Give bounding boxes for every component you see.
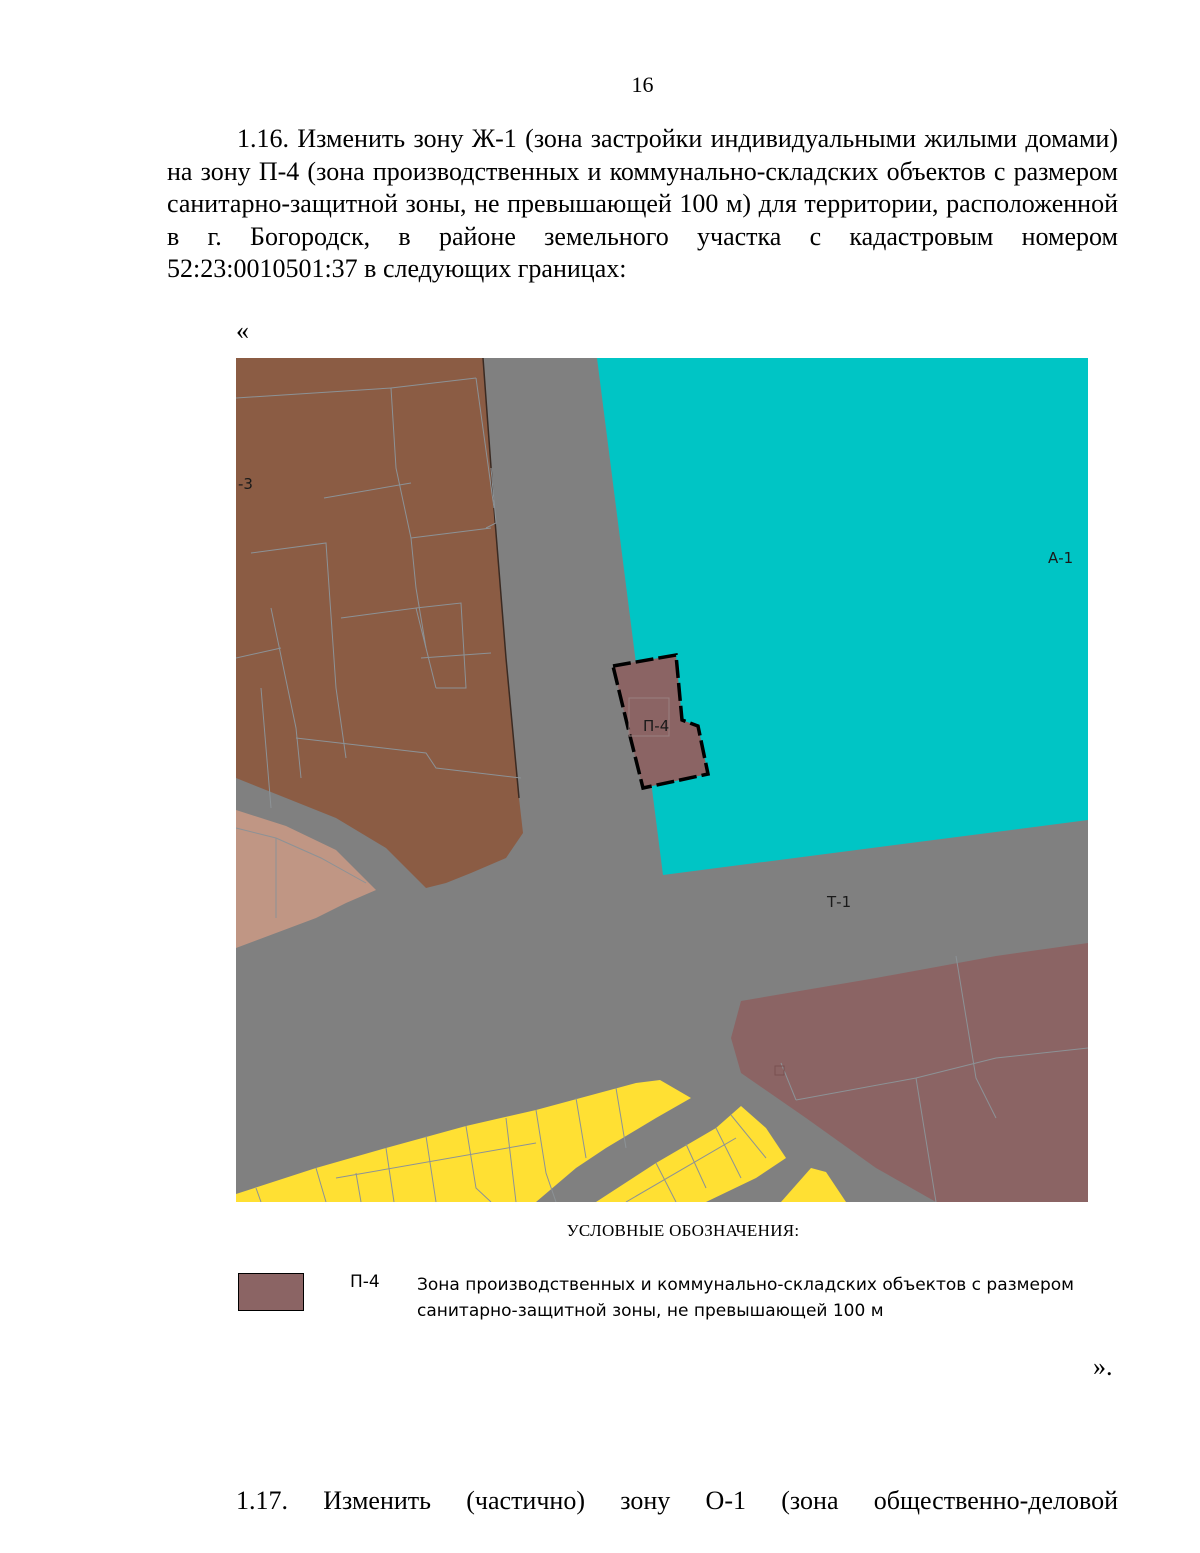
page-number: 16 (631, 72, 654, 97)
legend-description-p4: Зона производственных и коммунально-складских объектов с размером санитарно-защитной зоны, не превышающей 100 м (417, 1275, 1074, 1321)
zoning-map (236, 358, 1088, 1202)
zone-label-partial-left: -3 (238, 475, 253, 493)
zone-label-a1: А-1 (1048, 549, 1074, 567)
legend-code-p4: П-4 (350, 1272, 380, 1292)
closing-quote: ». (1093, 1352, 1113, 1381)
zone-label-p4: П-4 (643, 717, 670, 735)
paragraph-1-17: 1.17. Изменить (частично) зону О-1 (зона общественно-деловой (236, 1486, 1118, 1515)
legend-title: УСЛОВНЫЕ ОБОЗНАЧЕНИЯ: (566, 1221, 800, 1240)
legend-swatch-p4 (238, 1273, 304, 1311)
paragraph-1-16: 1.16. Изменить зону Ж-1 (зона застройки индивидуальными жилыми домами) на зону П-4 (зона производственных и коммунально-складских объектов с размером санитарно-защитной зоны, не превышающей 100 м) для территории, расположенной в г. Богородск, в районе земельного участка с кадастровым номером 52:23:0010501:37 в следующих границах: (167, 124, 1118, 283)
opening-quote: « (236, 316, 249, 345)
zone-a1 (597, 358, 1088, 875)
zone-label-t1: Т-1 (827, 893, 852, 911)
